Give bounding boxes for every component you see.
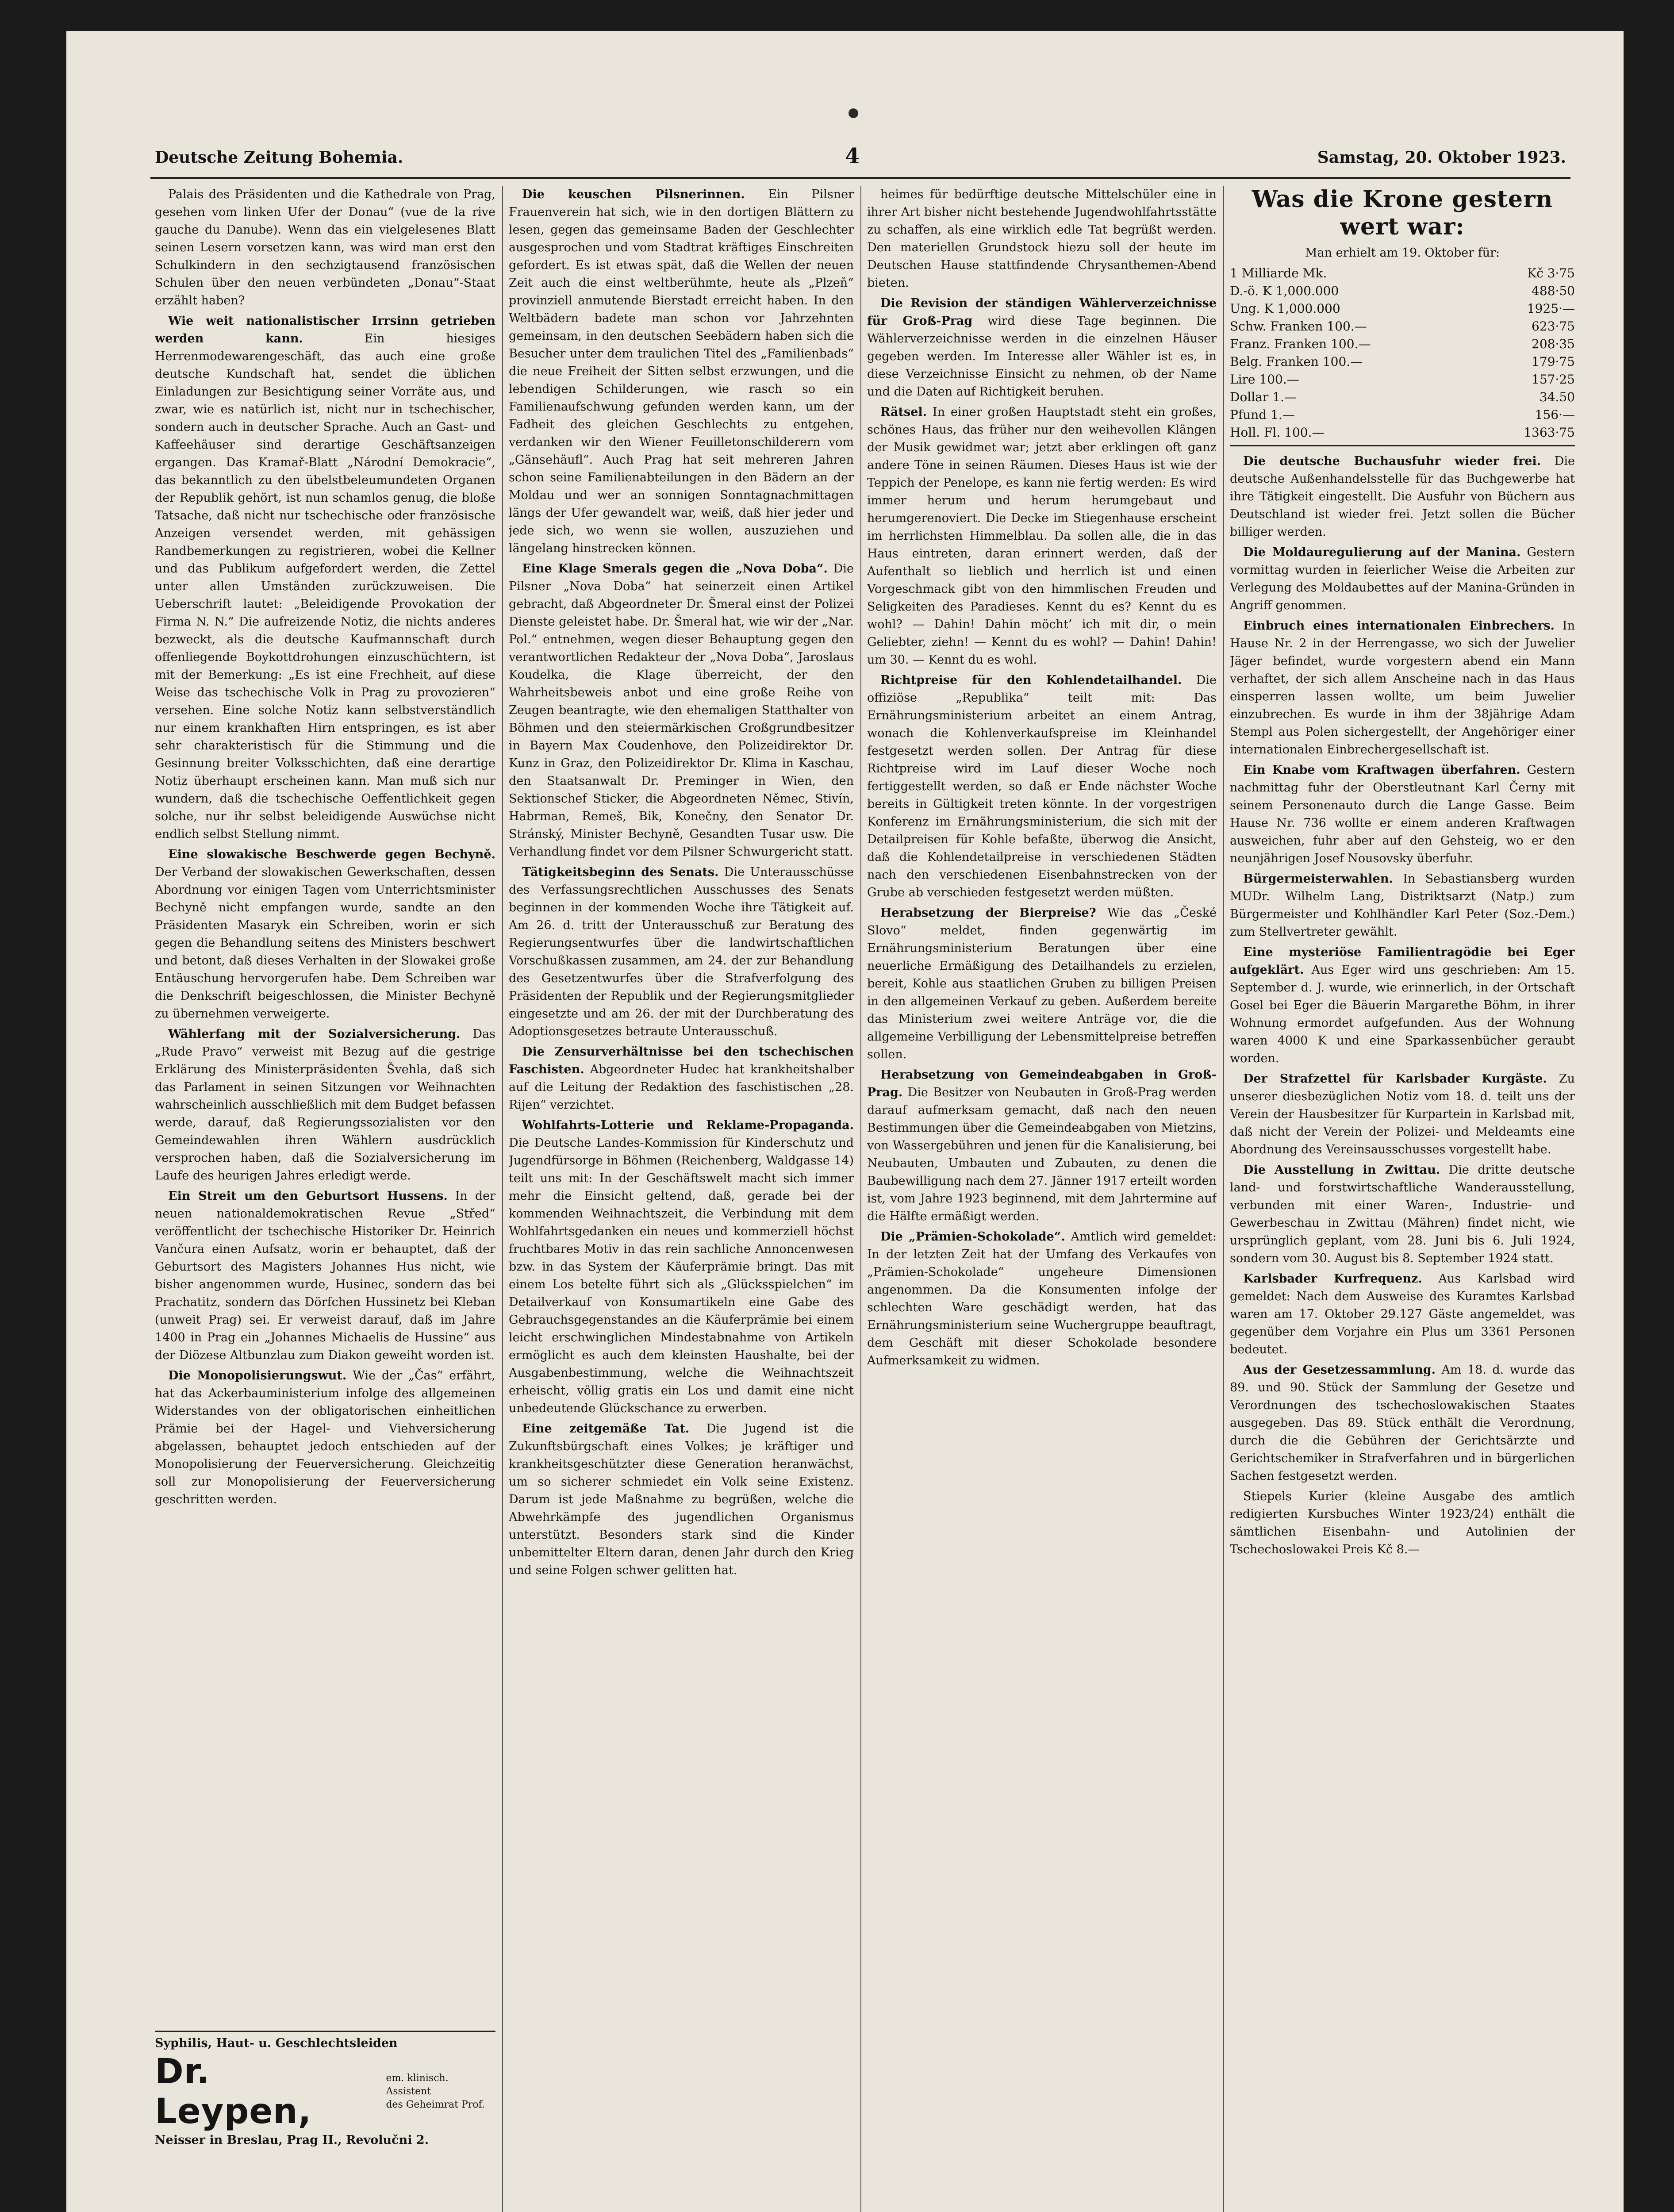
currency-rate: 179·75	[1532, 354, 1575, 369]
newspaper-name: Deutsche Zeitung Bohemia.	[155, 148, 403, 167]
article-paragraph	[509, 1043, 854, 1114]
article-headline: Ein Streit um den Geburtsort Hussens.	[168, 1189, 448, 1203]
article-body: Die offiziöse „Republika“ teilt mit: Das Ernährungsministerium arbeitet an einem Antrag, wonach die Kohlenverkaufspreise im Kleinhandel festgesetzt werden sollen. Der Antrag für diese Richtpreise wird im Lauf dieser Woche noch fertiggestellt werden, so daß er Ende nächster Woche bereits in Gültigkeit treten könnte. In der vorgestrigen Konferenz im Ernährungsministerium, die sich mit der Detailpreisen für Kohle befaßte, überwog die Ansicht, daß die Kohlendetailpreise in verschiedenen Städten nach den verschiedenen Eisenbahnstrecken von der Grube ab verschieden festgesetzt werden müßten.	[867, 673, 1217, 899]
currency-row	[1230, 371, 1575, 388]
ink-dot	[849, 108, 858, 118]
article-headline: Einbruch eines internationalen Einbrechers.	[1243, 619, 1555, 633]
article-paragraph	[1230, 617, 1575, 759]
article-body: Die Deutsche Landes-Kommission für Kinderschutz und Jugendfürsorge in Böhmen (Reichenberg, Waldgasse 14) teilt uns mit: In der Geschäftswelt macht sich immer mehr die Einsicht geltend, daß, gerade bei der kommenden Weihnachtszeit, die Verbindung mit dem Wohlfahrtsgedanken ein neues und kommerziell höchst fruchtbares Motiv in das rein sachliche Annoncenwesen bzw. in das System der Käuferprämie bringt. Das mit einem Los betelte führt sich als „Glücksspielchen“ im Detailverkauf von Konsumartikeln eine Gabe des Gebrauchsgegenstandes an die Käuferprämie bei einem leicht erschwinglichen Mindestabnahme von Artikeln ermöglicht es auch dem kleinsten Haushalte, bei der Ausgabenbestimmung, welche die Weihnachtszeit erheischt, völlig gratis ein Los und damit eine nicht unbedeutende Glückschance zu erwerben.	[509, 1136, 854, 1415]
currency-rate: 156·—	[1535, 407, 1575, 422]
article-body: Amtlich wird gemeldet: In der letzten Zeit hat der Umfang des Verkaufes von „Prämien-Schokolade“ ungeheure Dimensionen angenommen. Da die Konsumenten infolge der schlechten Ware geschädigt werden, hat das Ernährungsministerium seine Wuchergruppe beauftragt, dem Geschäft mit dieser Schokolade besondere Aufmerksamkeit zu widmen.	[867, 1230, 1217, 1367]
column-2	[509, 186, 854, 2212]
article-headline: Karlsbader Kurfrequenz.	[1243, 1272, 1422, 1286]
article-body: In Hause Nr. 2 in der Herrengasse, wo sich der Juwelier Jäger befindet, wurde vorgestern abend ein Mann verhaftet, der sich allem Anscheine nach in das Haus einsperren lassen wollte, um beim Juwelier einzubrechen. Es wurde in ihm der 38jährige Adam Stempl aus Polen sichergestellt, der Angehöriger einer internationalen Einbrechergesellschaft ist.	[1230, 619, 1575, 757]
article-body: Stiepels Kurier (kleine Ausgabe des amtlich redigierten Kursbuches Winter 1923/24) enthält die sämtlichen Eisenbahn- und Autolinien der Tschechoslowakei Preis Kč 8.—	[1230, 1490, 1575, 1556]
article-headline: Die Ausstellung in Zwittau.	[1243, 1163, 1440, 1177]
article-body: Gestern vormittag wurden in feierlicher Weise die Arbeiten zur Verlegung des Moldaubettes auf der Manina-Gründen in Angriff genommen.	[1230, 545, 1575, 612]
article-paragraph	[155, 186, 495, 310]
column-3	[867, 186, 1217, 2212]
article-paragraph	[867, 186, 1217, 292]
article-paragraph	[509, 1117, 854, 1417]
currency-name: 1 Milliarde Mk.	[1230, 266, 1327, 280]
currency-rate: 488·50	[1532, 284, 1575, 298]
article-body: Aus Eger wird uns geschrieben: Am 15. September d. J. wurde, wie erinnerlich, in der Ortschaft Gosel bei Eger die Bäuerin Margarethe Böhm, in ihrer Wohnung ermordet aufgefunden. Aus der Wohnung waren 4000 K und eine Sparkassenbücher geraubt worden.	[1230, 963, 1575, 1065]
article-headline: Wählerfang mit der Sozialversicherung.	[168, 1027, 461, 1041]
article-headline: Eine zeitgemäße Tat.	[522, 1422, 690, 1436]
article-paragraph	[867, 295, 1217, 401]
article-body: Zu unserer diesbezüglichen Notiz vom 18. d. teilt uns der Verein der Hausbesitzer für Kurpartein in Karlsbad mit, daß nicht der Verein der Polizei- und Meldeamts eine Abordnung des Vereinsausschusses vorgestellt habe.	[1230, 1072, 1575, 1156]
article-paragraph	[867, 1228, 1217, 1370]
article-paragraph	[867, 672, 1217, 902]
article-paragraph	[155, 1367, 495, 1509]
currency-row	[1230, 353, 1575, 371]
currency-name: D.-ö. K 1,000.000	[1230, 284, 1339, 298]
article-body: In einer großen Hauptstadt steht ein großes, schönes Haus, das früher nur den weihevollen Klängen der Musik gewidmet war; jetzt aber erklingen oft ganz andere Töne in seinen Räumen. Dieses Haus ist wie der Teppich der Penelope, es kann nie fertig werden: Es wird immer herum und herum herumgebaut und herumgerenoviert. Die Decke im Stiegenhause erscheint im herrlichsten Himmelblau. Da sollen alle, die in das Haus eintreten, daran erinnert werden, daß der Aufenthalt so lieblich und herrlich ist und einen Vorgeschmack gibt von den himmlischen Freuden und Seligkeiten des Paradieses. Kennt du es? Kennt du es wohl? — Dahin! Dahin möcht’ ich mit dir, o mein Geliebter, ziehn! — Kennt du es wohl? — Dahin! Dahin! um 30. — Kennt du es wohl.	[867, 405, 1217, 667]
article-headline: Wohlfahrts-Lotterie und Reklame-Propaganda.	[522, 1118, 854, 1132]
article-paragraph	[509, 864, 854, 1041]
article-body: Aus Karlsbad wird gemeldet: Nach dem Ausweise des Kuramtes Karlsbad waren am 17. Oktober 29.127 Gäste angemeldet, was gegenüber dem Vorjahre ein Plus um 3361 Personen bedeutet.	[1230, 1272, 1575, 1356]
article-headline: Richtpreise für den Kohlendetailhandel.	[880, 673, 1182, 687]
article-headline: Die Zensurverhältnisse bei den tschechischen Faschisten.	[509, 1045, 854, 1076]
article-body: Gestern nachmittag fuhr der Oberstleutnant Karl Černy mit seinem Personenauto durch die Lange Gasse. Beim Hause Nr. 736 wollte er einem anderen Kraftwagen ausweichen, fuhr aber auf den Gehsteig, wo er den neunjährigen Josef Nousovsky überfuhr.	[1230, 763, 1575, 865]
currency-row	[1230, 282, 1575, 300]
article-paragraph	[1230, 1161, 1575, 1267]
article-body: Die dritte deutsche land- und forstwirtschaftliche Wanderausstellung, verbunden mit einer Waren-, Industrie- und Gewerbeschau in Zwittau (Mähren) findet nicht, wie ursprünglich geplant, vom 28. Juni bis 6. Juli 1924, sondern vom 30. August bis 8. September 1924 statt.	[1230, 1163, 1575, 1265]
article-paragraph	[867, 1066, 1217, 1225]
currency-rate: 157·25	[1532, 372, 1575, 387]
article-paragraph	[155, 846, 495, 1023]
article-paragraph	[509, 186, 854, 557]
column-divider	[860, 186, 861, 2212]
article-body: In der neuen nationaldemokratischen Revue „Střed“ veröffentlicht der tschechische Historiker Dr. Heinrich Vančura einen Aufsatz, worin er behauptet, daß der Geburtsort des Magisters Johannes Hus nicht, wie bisher angenommen wurde, Husinec, sondern das bei Prachatitz, sondern das Dörfchen Hussinetz bei Kleban (unweit Prag) sei. Er verweist darauf, daß im Jahre 1400 in Prag ein „Johannes Michaelis de Hussine“ aus der Diözese Altbunzlau zum Diakon geweiht worden ist.	[155, 1189, 495, 1362]
article-headline: Tätigkeitsbeginn des Senats.	[522, 865, 719, 879]
article-headline: Aus der Gesetzessammlung.	[1243, 1363, 1436, 1377]
article-body: Das „Rude Pravo“ verweist mit Bezug auf die gestrige Erklärung des Ministerpräsidenten Švehla, daß sich das Parlament in seinen Sitzungen vor Weihnachten wahrscheinlich ausschließlich mit dem Budget befassen werde, darauf, daß Regierungssozialisten vor den Gemeindewahlen ihren Wählern ausdrücklich versprochen haben, daß die Sozialversicherung im Laufe des heurigen Jahres erledigt werde.	[155, 1027, 495, 1183]
currency-rate: Kč 3·75	[1527, 266, 1575, 280]
box-rule	[1230, 445, 1575, 446]
article-paragraph	[1230, 1361, 1575, 1485]
advertisement-leypen	[155, 2031, 495, 2147]
article-headline: Ein Knabe vom Kraftwagen überfahren.	[1243, 763, 1520, 777]
article-body: Am 18. d. wurde das 89. und 90. Stück der Sammlung der Gesetze und Verordnungen des tschechoslowakischen Staates ausgegeben. Das 89. Stück enthält die Verordnung, durch die die Gebühren der Gerichtsärzte und Gerichtschemiker in Strafverfahren und in bürgerlichen Sachen festgesetzt werden.	[1230, 1363, 1575, 1483]
article-headline: Die keuschen Pilsnerinnen.	[522, 188, 745, 201]
currency-name: Dollar 1.—	[1230, 390, 1297, 404]
currency-name: Pfund 1.—	[1230, 407, 1295, 422]
article-headline: Herabsetzung der Bierpreise?	[880, 906, 1096, 920]
article-body: Wie das „České Slovo“ meldet, finden gegenwärtig im Ernährungsministerium Beratungen über eine neuerliche Ermäßigung des Detailhandels zu erzielen, bereit, Kohle aus staatlichen Gruben zu billigen Preisen in den allgemeinen Verkauf zu geben. Außerdem bereite das Ministerium zwei weitere Anträge vor, die die allgemeine Verbilligung der Lebensmittelpreise betreffen sollen.	[867, 906, 1217, 1061]
ad-credential: des Geheimrat Prof.	[386, 2099, 485, 2110]
currency-row	[1230, 265, 1575, 282]
article-headline: Die Moldauregulierung auf der Manina.	[1243, 545, 1521, 559]
column-divider	[502, 186, 503, 2212]
ad-doctor-name: Dr. Leypen,	[155, 2052, 312, 2131]
article-headline: Eine slowakische Beschwerde gegen Bechyně.	[168, 848, 495, 861]
article-paragraph	[155, 312, 495, 843]
article-paragraph	[1230, 944, 1575, 1068]
currency-row	[1230, 318, 1575, 335]
article-headline: Eine Klage Smerals gegen die „Nova Doba“.	[522, 562, 828, 576]
currency-name: Schw. Franken 100.—	[1230, 319, 1367, 334]
currency-rate: 34.50	[1539, 390, 1575, 404]
article-body: Wie der „Čas“ erfährt, hat das Ackerbauministerium infolge des allgemeinen Widerstandes von der obligatorischen einheitlichen Prämie bei der Hagel- und Viehversicherung abgelassen, behauptet jedoch entschieden auf der Monopolisierung der Feuerversicherung. Gleichzeitig soll zur Monopolisierung der Feuerversicherung geschritten werden.	[155, 1369, 495, 1506]
article-headline: Der Strafzettel für Karlsbader Kurgäste.	[1243, 1072, 1547, 1086]
article-body: heimes für bedürftige deutsche Mittelschüler eine in ihrer Art bisher nicht bestehende Jugendwohlfahrtsstätte zu schaffen, als eine wirklich edle Tat begrüßt werden. Den materiellen Grundstock hiezu soll der heute im Deutschen Hause stattfindende Chrysanthemen-Abend bieten.	[867, 188, 1217, 290]
article-body: Die deutsche Außenhandelsstelle für das Buchgewerbe hat ihre Tätigkeit eingestellt. Die Ausfuhr von Büchern aus Deutschland ist wieder frei. Jetzt sollen die Bücher billiger werden.	[1230, 454, 1575, 539]
currency-name: Ung. K 1,000.000	[1230, 301, 1340, 316]
article-body: Der Verband der slowakischen Gewerkschaften, dessen Abordnung vor einigen Tagen vom Unterrichtsminister Bechyně nicht empfangen wurde, sandte an den Präsidenten Masaryk ein Schreiben, worin er sich gegen die Behandlung seitens des Ministers beschwert und betont, daß dieses Verhalten in der Slowakei große Entäuschung hervorgerufen habe. Dem Schreiben war die Denkschrift beigeschlossen, die Minister Bechyně zu übernehmen verweigerte.	[155, 865, 495, 1021]
ad-credential: em. klinisch. Assistent	[386, 2073, 449, 2097]
article-paragraph	[509, 560, 854, 861]
article-body: Palais des Präsidenten und die Kathedrale von Prag, gesehen vom linken Ufer der Donau“ (vue de la rive gauche du Danube). Wenn das ein vielgelesenes Blatt seinen Lesern vorsetzen kann, was wird man erst den Schulkindern in den sechzigtausend französischen Schulen über den neuen verbündeten „Donau“-Staat erzählt haben?	[155, 188, 495, 307]
ad-address: Neisser in Breslau, Prag II., Revolučni 2.	[155, 2133, 429, 2147]
currency-row	[1230, 300, 1575, 318]
ad-headline: Syphilis, Haut- u. Geschlechtsleiden	[155, 2036, 398, 2050]
column-4	[1230, 186, 1575, 2212]
article-body: In Sebastiansberg wurden MUDr. Wilhelm Lang, Distriktsarzt (Natp.) zum Bürgermeister und Kohlhändler Karl Peter (Soz.-Dem.) zum Stellvertreter gewählt.	[1230, 872, 1575, 939]
article-paragraph	[1230, 1070, 1575, 1159]
currency-name: Belg. Franken 100.—	[1230, 354, 1363, 369]
article-paragraph	[1230, 870, 1575, 941]
currency-rate: 1925·—	[1527, 301, 1575, 316]
article-headline: Wie weit nationalistischer Irrsinn getrieben werden kann.	[155, 314, 495, 346]
article-paragraph	[1230, 544, 1575, 614]
currency-name: Franz. Franken 100.—	[1230, 337, 1371, 351]
article-body: Ein hiesiges Herrenmodewarengeschäft, das auch eine große deutsche Kundschaft hat, sendet die üblichen Einladungen zur Besichtigung seiner Vorräte aus, und zwar, wie es natürlich ist, nicht nur in tschechischer, sondern auch in deutscher Sprache. Auch an Gast- und Kaffeehäuser sind derartige Geschäftsanzeigen ergangen. Das Kramař-Blatt „Národní Demokracie“, das bekanntlich zu den übelstbeleumundeten Organen der Republik gehört, ist nun schamlos genug, die bloße Tatsache, daß nicht nur tschechische oder französische Anzeigen versendet werden, mit gehässigen Randbemerkungen zu registrieren, wobei die Kellner und das Publikum aufgefordert werden, die Zettel unter allen Umständen zurückzuweisen. Die Ueberschrift lautet: „Beleidigende Provokation der Firma N. N.“ Die aufreizende Notiz, die nichts anderes bezweckt, als die deutsche Kaufmannschaft durch offenliegende Boykottdrohungen einzuschüchtern, ist mit der Bemerkung: „Es ist eine Frechheit, auf diese Weise das tschechische Volk in Prag zu provozieren“ versehen. Eine solche Notiz kann selbstverständlich nur einem krankhaften Hirn entspringen, es ist aber sehr charakteristisch für die Stimmung und die Gesinnung breiter Volksschichten, daß eine derartige Notiz überhaupt erscheinen kann. Man muß sich nur wundern, daß die tschechische Oeffentlichkeit gegen solche, nur ihr selbst beleidigende Auswüchse nicht endlich selbst Stellung nimmt.	[155, 332, 495, 841]
currency-subtitle: Man erhielt am 19. Oktober für:	[1305, 246, 1500, 260]
column-divider	[1223, 186, 1224, 2212]
article-body: Abgeordneter Hudec hat krankheitshalber auf die Leitung der Redaktion des faschistischen „28. Rijen“ verzichtet.	[509, 1063, 854, 1112]
article-headline: Die deutsche Buchausfuhr wieder frei.	[1243, 454, 1541, 468]
article-headline: Die „Prämien-Schokolade“.	[880, 1230, 1065, 1244]
article-paragraph	[1230, 1488, 1575, 1559]
column-1	[155, 186, 495, 2022]
article-headline: Die Revision der ständigen Wählerverzeichnisse für Groß-Prag	[867, 296, 1217, 328]
currency-row	[1230, 335, 1575, 353]
article-body: Die Unterausschüsse des Verfassungsrechtlichen Ausschusses des Senats beginnen in der kommenden Woche ihre Tätigkeit auf. Am 26. d. tritt der Unterausschuß zur Beratung des Regierungsentwurfes über die landwirtschaftlichen Vorschußkassen zusammen, am 24. der zur Behandlung des Gesetzentwurfes über die Strafverfolgung des Präsidenten der Republik und der Regierungsmitglieder eingesetzte und am 26. der mit der Durchberatung des Adoptionsgesetzes betraute Unterausschuß.	[509, 865, 854, 1038]
currency-rate: 623·75	[1532, 319, 1575, 334]
page-number: 4	[845, 144, 860, 169]
currency-name: Holl. Fl. 100.—	[1230, 425, 1325, 440]
currency-row	[1230, 406, 1575, 424]
article-paragraph	[867, 403, 1217, 669]
currency-row	[1230, 388, 1575, 406]
article-paragraph	[155, 1025, 495, 1185]
article-headline: Eine mysteriöse Familientragödie bei Eger aufgeklärt.	[1230, 945, 1575, 977]
article-body: Ein Pilsner Frauenverein hat sich, wie in den dortigen Blättern zu lesen, gegen das gemeinsame Baden der Geschlechter ausgesprochen und vom Stadtrat kräftiges Einschreiten gefordert. Es ist etwas spät, daß die Wellen der neuen Zeit auch die einst weltberühmte, heute als „Plzeň“ provinziell anmutende Bierstadt erreicht haben. In den Weltbädern badete man schon vor Jahrzehnten gemeinsam, in den deutschen Seebädern haben sich die Besucher unter dem traulichen Titel des „Familienbads“ die neue Freiheit der Sitten selbst erzwungen, und die lebendigen Schilderungen, wie rasch so ein Familienaufschwung gefunden werden kann, um der Fadheit des gleichen Geschlechts zu entgehen, verdanken wir den Wiener Feuilletonschilderern vom „Gänsehäufl“. Auch Prag hat seit mehreren Jahren schon seine Familienabteilungen in den Bädern an der Moldau und wer an sonnigen Sonntagnachmittagen längs der Ufer gewandelt war, weiß, daß hier jeder und jede sich, wo wenn sie wollen, auszuziehen und längelang hinstrecken können.	[509, 188, 854, 555]
newspaper-page	[66, 31, 1624, 2212]
currency-rate: 1363·75	[1524, 425, 1575, 440]
currency-box	[1230, 186, 1575, 446]
article-paragraph	[1230, 761, 1575, 868]
article-headline: Die Monopolisierungswut.	[168, 1369, 347, 1382]
article-paragraph	[155, 1187, 495, 1364]
article-headline: Bürgermeisterwahlen.	[1243, 872, 1393, 886]
currency-row	[1230, 424, 1575, 442]
article-body: wird diese Tage beginnen. Die Wählerverzeichnisse werden in die einzelnen Häuser gegeben werden. Im Interesse aller Wähler ist es, in diese Verzeichnisse Einsicht zu nehmen, ob der Name und die Daten auf Richtigkeit beruhen.	[867, 314, 1217, 399]
currency-rate: 208·35	[1532, 337, 1575, 351]
article-body: Die Pilsner „Nova Doba“ hat seinerzeit einen Artikel gebracht, daß Abgeordneter Dr. Šmeral einst der Polizei Dienste geleistet habe. Dr. Šmeral hat, wie wir der „Nar. Pol.“ entnehmen, wegen dieser Behauptung gegen den verantwortlichen Redakteur der „Nova Doba“, Jaroslaus Koudelka, die Klage überreicht, der den Wahrheitsbeweis anbot und eine große Reihe von Zeugen beantragte, wie den ehemaligen Statthalter von Böhmen und den steiermärkischen Großgrundbesitzer in Bayern Max Coudenhove, den Polizeidirektor Dr. Kunz in Graz, den Polizeidirektor Dr. Klima in Kaschau, den Staatsanwalt Dr. Preminger in Wien, den Sektionschef Sticker, die Abgeordneten Němec, Stivín, Habrman, Remeš, Bik, Konečny, den Senator Dr. Stránský, Minister Bechyně, Gesandten Tusar usw. Die Verhandlung findet vor dem Pilsner Schwurgericht statt.	[509, 562, 854, 859]
article-headline: Herabsetzung von Gemeindeabgaben in Groß-Prag.	[867, 1068, 1217, 1099]
article-paragraph	[1230, 1270, 1575, 1359]
article-body: Die Jugend ist die Zukunftsbürgschaft eines Volkes; je kräftiger und krankheitsgeschützter diese Generation heranwächst, um so sicherer schmiedet ein Volk seine Existenz. Darum ist jede Maßnahme zu begrüßen, welche die Abwehrkämpfe des jugendlichen Organismus unterstützt. Besonders stark sind die Kinder unbemittelter Eltern daran, denen Jahr durch den Krieg und seine Folgen schwer gelitten hat.	[509, 1422, 854, 1577]
currency-title: Was die Krone gestern wert war:	[1252, 186, 1553, 240]
article-body: Die Besitzer von Neubauten in Groß-Prag werden darauf aufmerksam gemacht, daß nach den neuen Bestimmungen über die Gemeindeabgaben von Mietzins, von Wassergebühren und jenen für die Kanalisierung, bei Neubauten, Umbauten und Zubauten, zu denen die Baubewilligung nach dem 27. Jänner 1917 erteilt worden ist, vom Jahre 1923 beginnend, mit dem Jahrtermine auf die Hälfte ermäßigt werden.	[867, 1086, 1217, 1223]
currency-name: Lire 100.—	[1230, 372, 1299, 387]
header-rule	[150, 177, 1570, 179]
article-paragraph	[1230, 453, 1575, 541]
article-paragraph	[867, 904, 1217, 1064]
article-paragraph	[509, 1420, 854, 1579]
issue-date: Samstag, 20. Oktober 1923.	[1317, 148, 1566, 167]
article-headline: Rätsel.	[880, 405, 927, 419]
masthead	[155, 144, 1566, 179]
